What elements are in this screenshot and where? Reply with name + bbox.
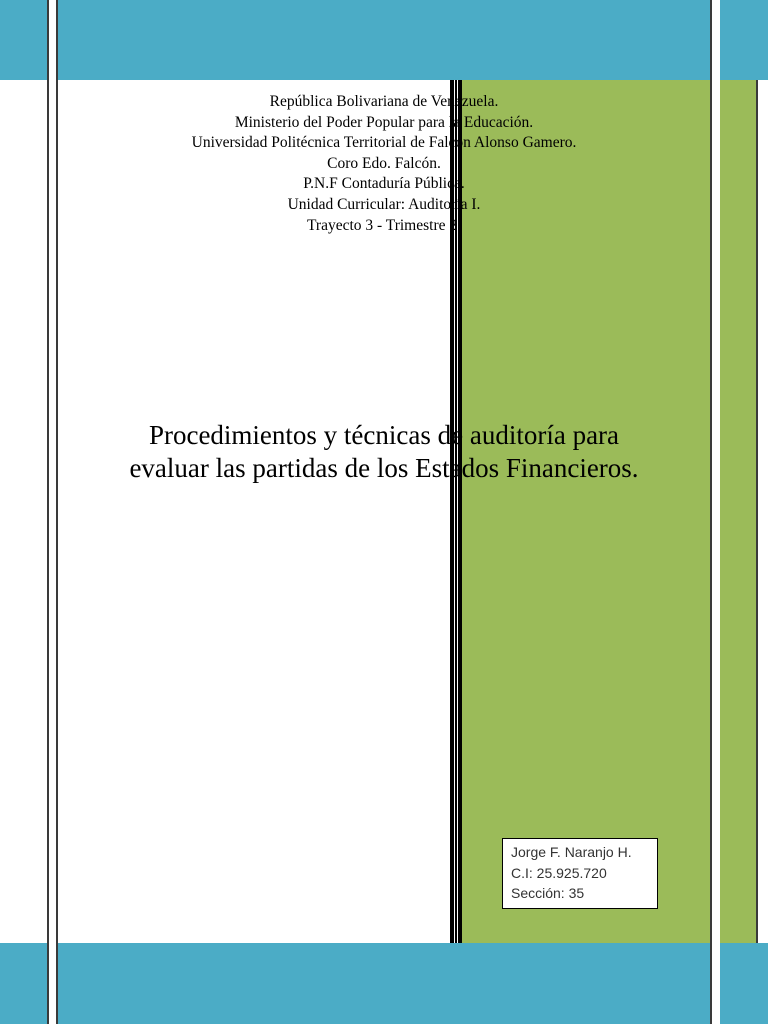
author-section: Sección: 35 [511, 885, 585, 901]
right-edge-line [756, 80, 758, 943]
header-line-republic: República Bolivariana de Venezuela. [269, 93, 499, 110]
left-edge-bottom-band [0, 943, 48, 1024]
title-line-1: Procedimientos y técnicas de auditoría para [148, 420, 620, 450]
author-info-box [502, 838, 658, 909]
document-title [58, 419, 710, 485]
institution-header [58, 92, 710, 236]
right-edge-top-band [720, 0, 768, 80]
header-line-university: Universidad Politécnica Territorial de Falcón Alonso Gamero. [191, 134, 577, 152]
header-line-location: Coro Edo. Falcón. [327, 154, 441, 172]
header-line-ministry: Ministerio del Poder Popular para la Educación. [234, 113, 534, 131]
left-edge-line [47, 0, 49, 1024]
header-line-course: Unidad Curricular: Auditoría I. [287, 195, 481, 213]
header-line-term: Trayecto 3 - Trimestre 2. [307, 216, 461, 234]
author-name: Jorge F. Naranjo H. [511, 844, 632, 860]
left-edge-top-band [0, 0, 48, 80]
author-id: C.I: 25.925.720 [511, 864, 607, 881]
title-line-2: evaluar las partidas de los Estados Financieros. [129, 453, 639, 483]
right-edge-green-panel [720, 80, 756, 943]
header-line-program: P.N.F Contaduría Pública. [303, 175, 465, 193]
right-edge-bottom-band [720, 943, 768, 1024]
top-band [58, 0, 710, 80]
bottom-band [58, 943, 710, 1024]
